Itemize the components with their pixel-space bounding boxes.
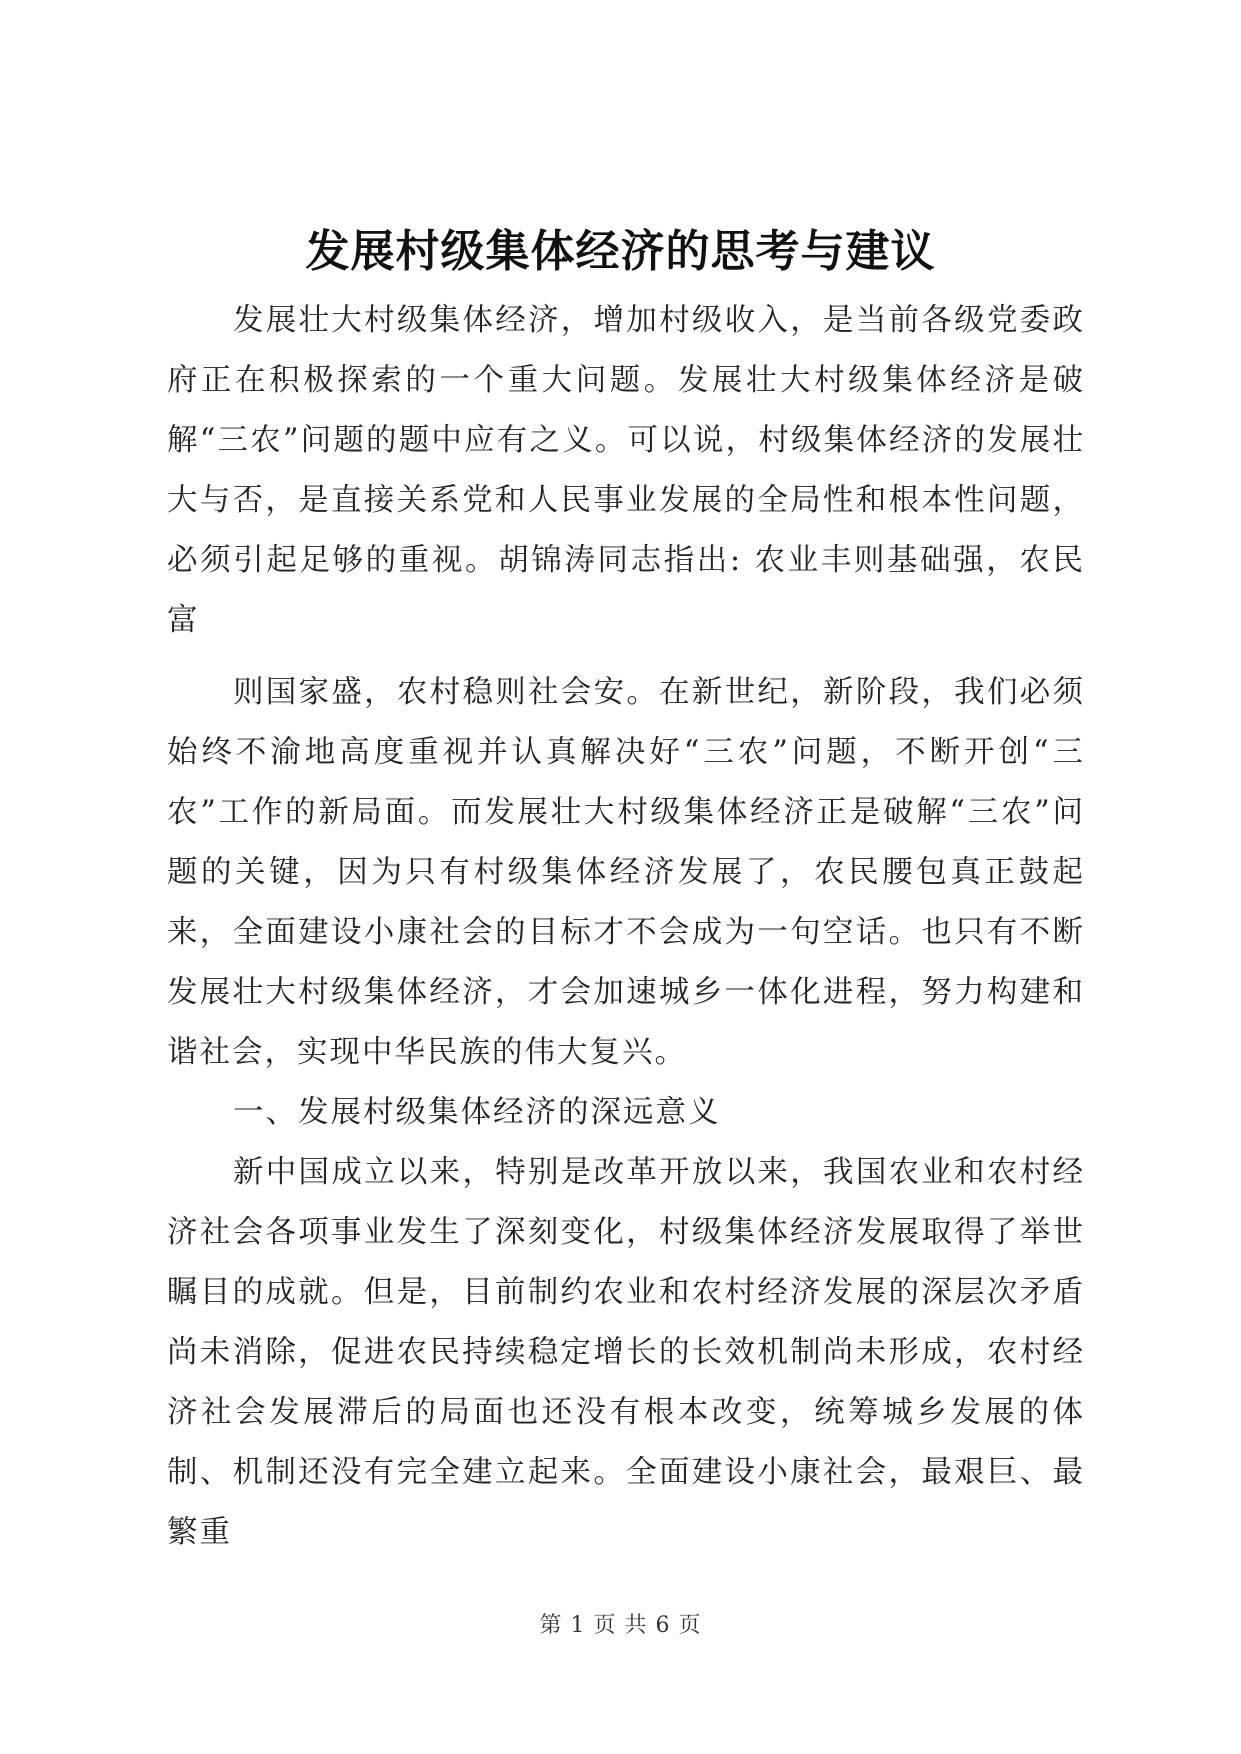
paragraph-1: 发展壮大村级集体经济，增加村级收入，是当前各级党委政府正在积极探索的一个重大问题。发展壮大村级集体经济是破解“三农”问题的题中应有之义。可以说，村级集体经济的发展壮大与否，是直接关系党和人民事业发展的全局性和根本性问题，必须引起足够的重视。胡锦涛同志指出: 农业丰则基础强，农民富 (167, 303, 1085, 638)
section-heading-1: 一、发展村级集体经济的深远意义 (233, 1095, 721, 1130)
page-number-footer: 第 1 页 共 6 页 (539, 1613, 702, 1638)
document-body (167, 291, 1085, 1563)
paragraph-3: 新中国成立以来，特别是改革开放以来，我国农业和农村经济社会各项事业发生了深刻变化，村级集体经济发展取得了举世瞩目的成就。但是，目前制约农业和农村经济发展的深层次矛盾尚未消除，促进农民持续稳定增长的长效机制尚未形成，农村经济社会发展滞后的局面也还没有根本改变，统筹城乡发展的体制、机制还没有完全建立起来。全面建设小康社会，最艰巨、最繁重 (167, 1155, 1085, 1550)
paragraph-2: 则国家盛，农村稳则社会安。在新世纪，新阶段，我们必须始终不渝地高度重视并认真解决好“三农”问题，不断开创“三农”工作的新局面。而发展壮大村级集体经济正是破解“三农”问题的关键，因为只有村级集体经济发展了，农民腰包真正鼓起来，全面建设小康社会的目标才不会成为一句空话。也只有不断发展壮大村级集体经济，才会加速城乡一体化进程，努力构建和谐社会，实现中华民族的伟大复兴。 (167, 675, 1085, 1070)
document-title: 发展村级集体经济的思考与建议 (305, 226, 936, 277)
